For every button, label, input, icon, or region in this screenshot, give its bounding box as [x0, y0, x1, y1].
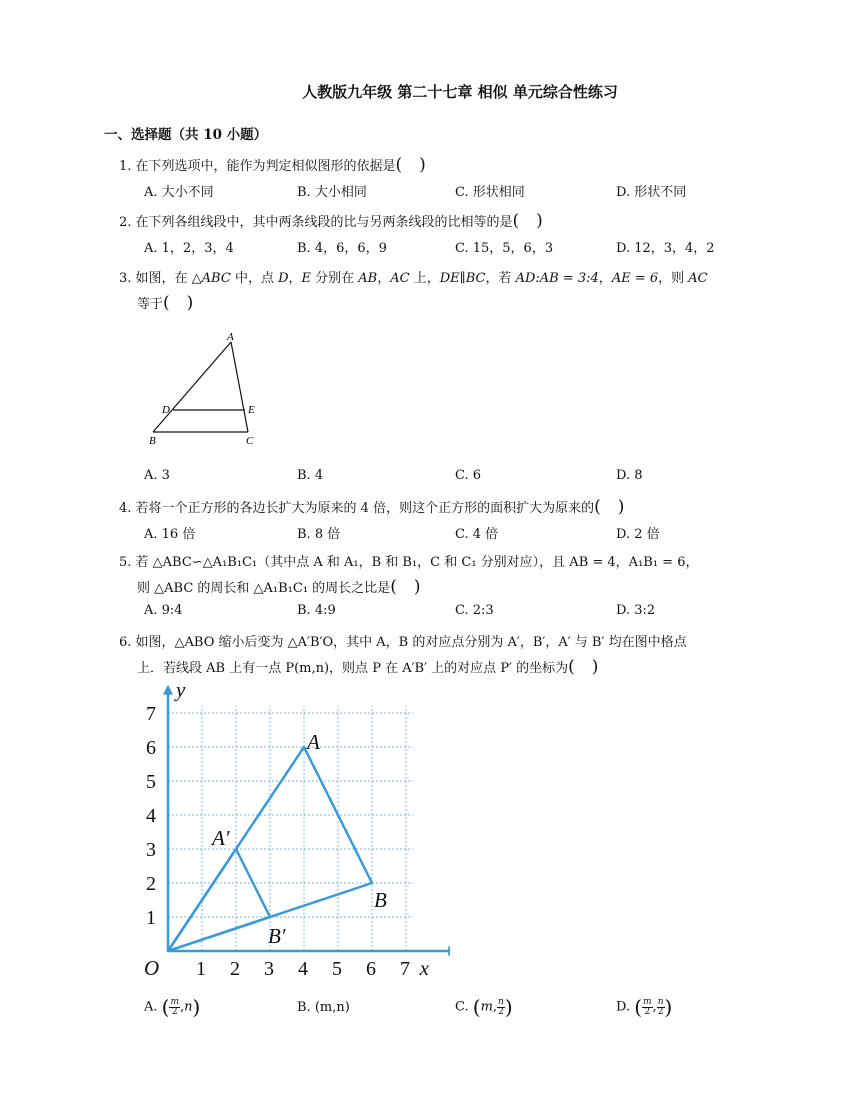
- comma: ,: [652, 999, 657, 1015]
- paren-open: (: [472, 995, 481, 1019]
- question-1-stem: [119, 155, 426, 175]
- q3-option-b[interactable]: B. 4: [297, 468, 324, 483]
- q6-option-c[interactable]: [455, 995, 513, 1019]
- q3-math: AD:AB = 3:4: [515, 271, 599, 286]
- q3-text: ，若: [485, 271, 516, 286]
- q3-math: DE: [439, 271, 460, 286]
- q3-text: 上，: [409, 271, 440, 286]
- origin-label: O: [144, 956, 160, 980]
- triangle-figure: [140, 326, 270, 448]
- y-tick-label: 6: [146, 737, 156, 759]
- answer-paren: ( ): [594, 497, 625, 517]
- q3-text: ，: [288, 271, 302, 286]
- side-ab: [153, 342, 231, 432]
- question-text: 则 △ABC 的周长和 △A₁B₁C₁ 的周长之比是: [137, 581, 391, 596]
- tick-labels: [144, 685, 430, 980]
- q4-option-a[interactable]: A. 16 倍: [144, 527, 196, 542]
- q3-option-c[interactable]: C. 6: [455, 468, 482, 483]
- question-6-continuation: [137, 657, 599, 677]
- numerator: m: [170, 996, 180, 1007]
- q2-option-c[interactable]: C. 15，5，6，3: [455, 241, 554, 256]
- y-tick-label: 2: [146, 873, 156, 895]
- answer-paren: ( ): [512, 211, 543, 231]
- q1-option-d[interactable]: D. 形状不同: [616, 185, 687, 200]
- y-tick-label: 1: [146, 907, 156, 929]
- fraction-m-over-2: [642, 998, 653, 1017]
- x-tick-label: 7: [400, 958, 410, 980]
- answer-paren: ( ): [390, 577, 421, 597]
- x-tick-label: 6: [366, 958, 376, 980]
- q5-option-d[interactable]: D. 3:2: [616, 603, 656, 618]
- paren-open: (: [634, 995, 643, 1019]
- x-axis-arrow-icon: [448, 946, 450, 956]
- q3-text: ，则: [658, 271, 689, 286]
- triangle-a-prime-b-prime-o: [168, 849, 270, 951]
- option-label: A.: [144, 999, 162, 1015]
- option-label: C.: [455, 999, 473, 1015]
- q3-math: AC: [688, 271, 708, 286]
- question-5-continuation: [137, 577, 421, 597]
- x-tick-label: 3: [264, 958, 274, 980]
- q5-option-b[interactable]: B. 4:9: [297, 603, 336, 618]
- label-a: A: [227, 331, 234, 343]
- point-a-prime-label: A′: [212, 826, 230, 850]
- question-text: 4. 若将一个正方形的各边长扩大为原来的 4 倍，则这个正方形的面积扩大为原来的: [119, 501, 595, 516]
- q3-text: 3. 如图，在 △: [119, 271, 202, 286]
- q3-math: AC: [390, 271, 410, 286]
- paren-open: (: [161, 995, 170, 1019]
- q3-math: ABC: [201, 271, 231, 286]
- page-title: 人教版九年级 第二十七章 相似 单元综合性练习: [302, 83, 618, 101]
- q4-option-d[interactable]: D. 2 倍: [616, 527, 660, 542]
- y-tick-label: 3: [146, 839, 156, 861]
- q6-option-a[interactable]: [144, 995, 200, 1019]
- paren-close: ): [504, 995, 513, 1019]
- option-label: D.: [616, 999, 635, 1015]
- x-tick-label: 1: [196, 958, 206, 980]
- q3-option-a[interactable]: A. 3: [144, 468, 170, 483]
- numerator: n: [498, 996, 504, 1007]
- x-axis-label: x: [419, 956, 429, 980]
- coordinate-grid-figure: [135, 685, 450, 980]
- label-b: B: [149, 435, 156, 447]
- x-tick-label: 5: [332, 958, 342, 980]
- point-b-label: B: [374, 888, 387, 912]
- question-4-stem: [119, 497, 625, 517]
- paren-close: ): [664, 995, 673, 1019]
- q3-text: 中，点: [230, 271, 279, 286]
- q3-text: ，: [598, 271, 612, 286]
- q4-option-b[interactable]: B. 8 倍: [297, 527, 341, 542]
- variable: n: [184, 999, 193, 1015]
- question-2-stem: [119, 211, 543, 231]
- numerator: n: [657, 996, 664, 1007]
- question-3-stem: [119, 267, 708, 286]
- label-d: D: [162, 404, 170, 416]
- fraction-m-over-2: [169, 998, 180, 1017]
- q6-option-b[interactable]: B. (m,n): [297, 1000, 350, 1015]
- numerator: m: [643, 996, 652, 1007]
- y-tick-label: 4: [146, 805, 156, 827]
- paren-close: ): [192, 995, 201, 1019]
- q3-math: D: [278, 271, 289, 286]
- q3-math: E: [301, 271, 312, 286]
- label-c: C: [246, 435, 254, 447]
- variable: m: [480, 999, 493, 1015]
- q1-option-b[interactable]: B. 大小相同: [297, 185, 367, 200]
- q1-option-a[interactable]: A. 大小不同: [144, 185, 214, 200]
- q6-option-d[interactable]: [616, 995, 672, 1019]
- y-axis-arrow-icon: [163, 685, 173, 695]
- denominator: 2: [657, 1006, 664, 1017]
- answer-paren: ( ): [163, 293, 194, 313]
- section-heading: 一、选择题（共 10 小题）: [104, 127, 268, 143]
- fraction-n-over-2: [657, 998, 665, 1017]
- question-5-stem: 5. 若 △ABC∽△A₁B₁C₁（其中点 A 和 A₁，B 和 B₁，C 和 C₁ 分别对应），且 AB = 4，A₁B₁ = 6，: [119, 555, 699, 570]
- q3-math: AB: [358, 271, 378, 286]
- question-text: 上．若线段 AB 上有一点 P(m,n)，则点 P 在 A′B′ 上的对应点 P′ 的坐标为: [137, 661, 569, 676]
- q3-math: ∥: [459, 271, 466, 286]
- question-3-continuation: [137, 293, 194, 313]
- q5-option-c[interactable]: C. 2:3: [455, 603, 494, 618]
- denominator: 2: [498, 1006, 504, 1017]
- question-6-stem: 6. 如图，△ABO 缩小后变为 △A′B′O，其中 A，B 的对应点分别为 A′，B′，A′ 与 B′ 均在图中格点: [119, 635, 687, 650]
- y-tick-label: 5: [146, 771, 156, 793]
- comma: ,: [492, 999, 498, 1015]
- q3-math: AE = 6: [611, 271, 659, 286]
- question-text: 2. 在下列各组线段中，其中两条线段的比与另两条线段的比相等的是: [119, 215, 513, 230]
- y-tick-label: 7: [146, 703, 156, 725]
- q3-text: 分别在: [311, 271, 359, 286]
- answer-paren: ( ): [568, 657, 599, 677]
- q2-option-b[interactable]: B. 4，6，6，9: [297, 241, 387, 256]
- denominator: 2: [644, 1006, 651, 1017]
- x-tick-label: 4: [298, 958, 308, 980]
- q5-option-a[interactable]: A. 9:4: [144, 603, 183, 618]
- axes: [163, 685, 450, 956]
- fraction-n-over-2: [497, 998, 505, 1017]
- side-ac: [231, 342, 248, 432]
- answer-paren: ( ): [395, 155, 426, 175]
- point-labels: [210, 730, 387, 948]
- q3-text: ，: [377, 271, 391, 286]
- q1-option-c[interactable]: C. 形状相同: [455, 185, 525, 200]
- point-a-label: A: [307, 730, 320, 754]
- grid-lines: [168, 706, 413, 951]
- label-e: E: [248, 404, 255, 416]
- point-b-prime-label: B′: [268, 924, 286, 948]
- comma: ,: [180, 999, 185, 1015]
- x-tick-label: 2: [230, 958, 240, 980]
- q3-math: BC: [465, 271, 486, 286]
- denominator: 2: [171, 1006, 178, 1017]
- question-text: 1. 在下列选项中，能作为判定相似图形的依据是: [119, 159, 396, 174]
- q4-option-c[interactable]: C. 4 倍: [455, 527, 499, 542]
- q2-option-a[interactable]: A. 1，2，3，4: [144, 241, 234, 256]
- q3-text: 等于: [137, 297, 164, 312]
- y-axis-label: y: [176, 685, 186, 702]
- q2-option-d[interactable]: D. 12，3，4，2: [616, 241, 715, 256]
- q3-option-d[interactable]: D. 8: [616, 468, 643, 483]
